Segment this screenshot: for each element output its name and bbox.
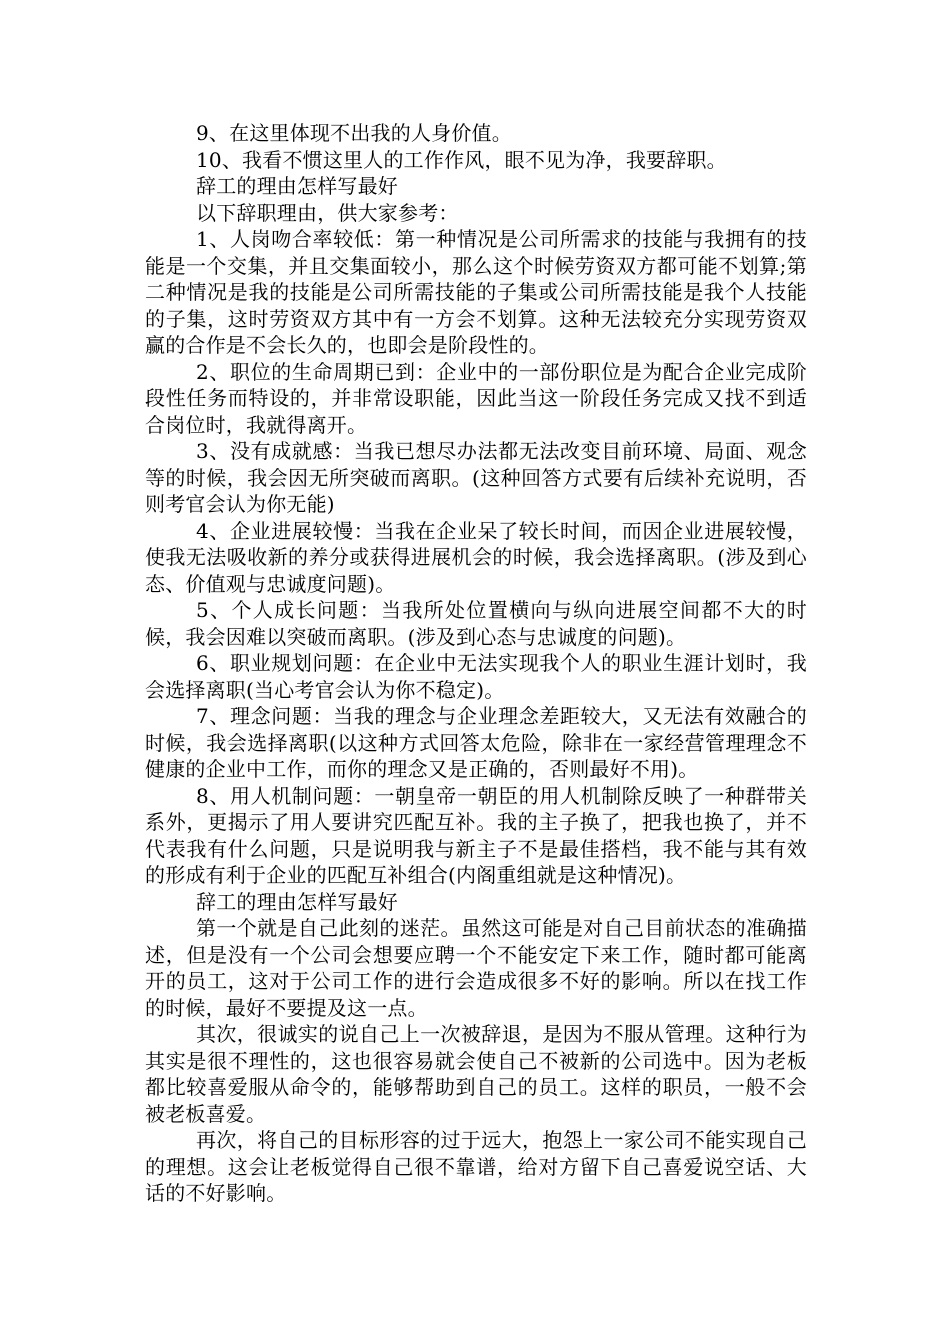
- paragraph: 9、在这里体现不出我的人身价值。: [196, 121, 512, 145]
- document-body: [145, 120, 807, 1207]
- paragraph: 其次，很诚实的说自己上一次被辞退，是因为不服从管理。这种行为其实是很不理性的，这也很容易就会使自己不被新的公司选中。因为老板都比较喜爱服从命令的，能够帮助到自己的员工。这样的职员，一般不会被老板喜爱。: [145, 1022, 807, 1126]
- list-item: 7、理念问题：当我的理念与企业理念差距较大，又无法有效融合的时候，我会选择离职(以这种方式回答太危险，除非在一家经营管理理念不健康的企业中工作，而你的理念又是正确的，否则最好不用)。: [145, 704, 807, 781]
- list-item: 5、个人成长问题：当我所处位置横向与纵向进展空间都不大的时候，我会因难以突破而离职。(涉及到心态与忠诚度的问题)。: [145, 598, 807, 649]
- paragraph: 再次，将自己的目标形容的过于远大，抱怨上一家公司不能实现自己的理想。这会让老板觉得自己很不靠谱，给对方留下自己喜爱说空话、大话的不好影响。: [145, 1128, 807, 1205]
- section-heading: 辞工的理由怎样写最好: [196, 174, 398, 198]
- list-item: 1、人岗吻合率较低：第一种情况是公司所需求的技能与我拥有的技能是一个交集，并且交集面较小，那么这个时候劳资双方都可能不划算;第二种情况是我的技能是公司所需技能的子集或公司所需技能是我个人技能的子集，这时劳资双方其中有一方会不划算。这种无法较充分实现劳资双赢的合作是不会长久的，也即会是阶段性的。: [145, 227, 807, 357]
- list-item: 2、职位的生命周期已到：企业中的一部份职位是为配合企业完成阶段性任务而特设的，并非常设职能，因此当这一阶段任务完成又找不到适合岗位时，我就得离开。: [145, 359, 807, 437]
- section-heading: 辞工的理由怎样写最好: [196, 889, 398, 914]
- paragraph: 10、我看不惯这里人的工作作风，眼不见为净，我要辞职。: [196, 147, 727, 172]
- list-item: 6、职业规划问题：在企业中无法实现我个人的职业生涯计划时，我会选择离职(当心考官会认为你不稳定)。: [145, 651, 807, 702]
- list-item: 3、没有成就感：当我已想尽办法都无法改变目前环境、局面、观念等的时候，我会因无所突破而离职。(这种回答方式要有后续补充说明，否则考官会认为你无能): [145, 439, 807, 516]
- paragraph: 第一个就是自己此刻的迷茫。虽然这可能是对自己目前状态的准确描述，但是没有一个公司会想要应聘一个不能安定下来工作，随时都可能离开的员工，这对于公司工作的进行会造成很多不好的影响。所以在找工作的时候，最好不要提及这一点。: [145, 916, 807, 1020]
- list-item: 8、用人机制问题：一朝皇帝一朝臣的用人机制除反映了一种群带关系外，更揭示了用人要讲究匹配互补。我的主子换了，把我也换了，并不代表我有什么问题，只是说明我与新主子不是最佳搭档，我不能与其有效的形成有利于企业的匹配互补组合(内阁重组就是这种情况)。: [145, 783, 807, 887]
- paragraph: 以下辞职理由，供大家参考：: [196, 200, 459, 225]
- list-item: 4、企业进展较慢：当我在企业呆了较长时间，而因企业进展较慢，使我无法吸收新的养分或获得进展机会的时候，我会选择离职。(涉及到心态、价值观与忠诚度问题)。: [145, 518, 807, 596]
